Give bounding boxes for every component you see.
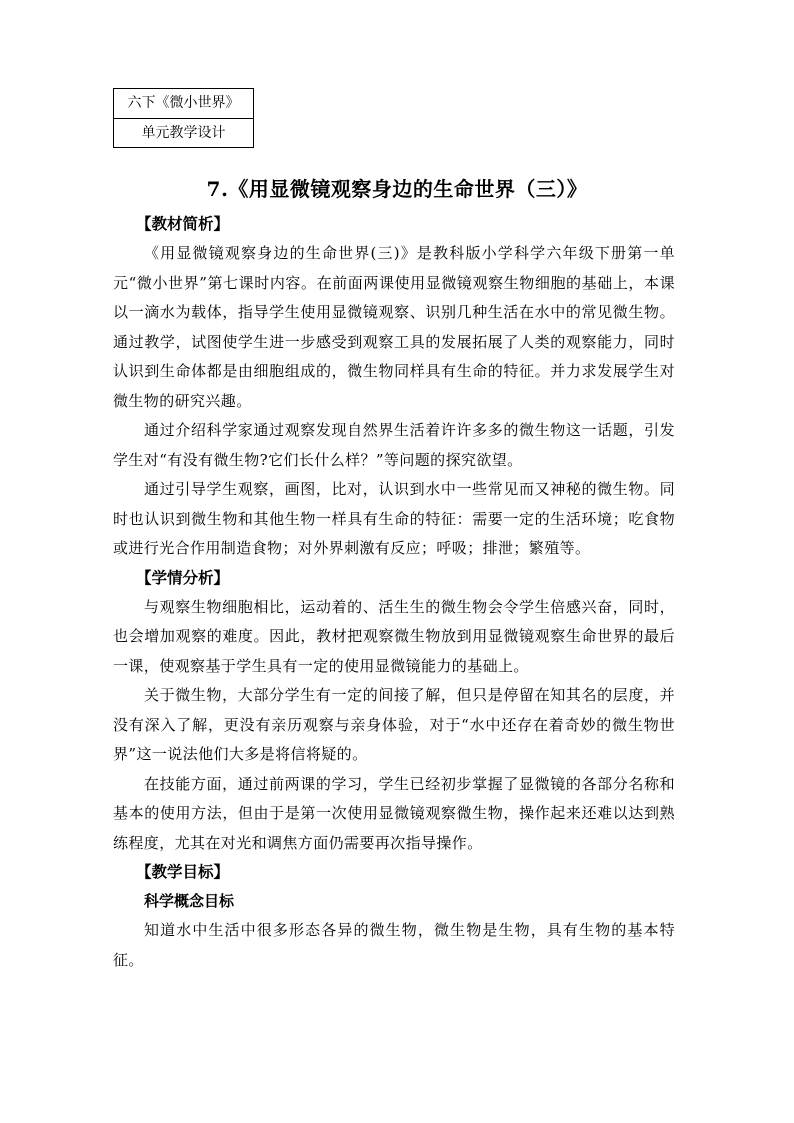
paragraph: 知道水中生活中很多形态各异的微生物，微生物是生物，具有生物的基本特征。 — [113, 921, 675, 969]
document-body — [113, 210, 675, 975]
section-student-analysis — [113, 564, 675, 859]
paragraph: 关于微生物，大部分学生有一定的间接了解，但只是停留在知其名的层度，并没有深入了解，更没有亲历观察与亲身体验，对于“水中还存在着奇妙的微生物世界”这一说法他们大多是将信将疑的。 — [113, 686, 675, 763]
lesson-title: 7.《用显微镜观察身边的生命世界（三）》 — [206, 177, 588, 201]
paragraph: 《用显微镜观察身边的生命世界(三)》是教科版小学科学六年级下册第一单元“微小世界”第七课时内容。在前面两课使用显微镜观察生物细胞的基础上，本课以一滴水为载体，指导学生使用显微镜观察、识别几种生活在水中的常见微生物。通过教学，试图使学生进一步感受到观察工具的发展拓展了人类的观察能力，同时认识到生命体都是由细胞组成的，微生物同样具有生命的特征。并力求发展学生对微生物的研究兴趣。 — [113, 244, 675, 410]
paragraph: 在技能方面，通过前两课的学习，学生已经初步掌握了显微镜的各部分名称和基本的使用方法，但由于是第一次使用显微镜观察微生物，操作起来还难以达到熟练程度，尤其在对光和调焦方面仍需要再次指导操作。 — [113, 774, 675, 852]
section-heading: 【学情分析】 — [136, 567, 230, 587]
section-heading: 【教学目标】 — [136, 862, 230, 881]
paragraph: 通过引导学生观察，画图，比对，认识到水中一些常见而又神秘的微生物。同时也认识到微生物和其他生物一样具有生命的特征：需要一定的生活环境；吃食物或进行光合作用制造食物；对外界刺激有反应；呼吸；排泄；繁殖等。 — [113, 480, 675, 557]
section-textbook-analysis — [113, 210, 675, 564]
paragraph: 通过介绍科学家通过观察发现自然界生活着许许多多的微生物这一话题，引发学生对“有没有微生物?它们长什么样？”等问题的探究欲望。 — [113, 421, 675, 469]
unit-name: 六下《微小世界》 — [127, 95, 240, 111]
unit-subtitle: 单元教学设计 — [114, 118, 253, 148]
paragraph: 与观察生物细胞相比，运动着的、活生生的微生物会令学生倍感兴奋，同时，也会增加观察的难度。因此，教材把观察微生物放到用显微镜观察生命世界的最后一课，使观察基于学生具有一定的使用显微镜能力的基础上。 — [113, 597, 675, 675]
section-heading: 【教材简析】 — [136, 214, 230, 233]
section-teaching-goals — [113, 858, 675, 975]
unit-label-box — [113, 88, 254, 148]
subsection-heading: 科学概念目标 — [144, 892, 235, 910]
